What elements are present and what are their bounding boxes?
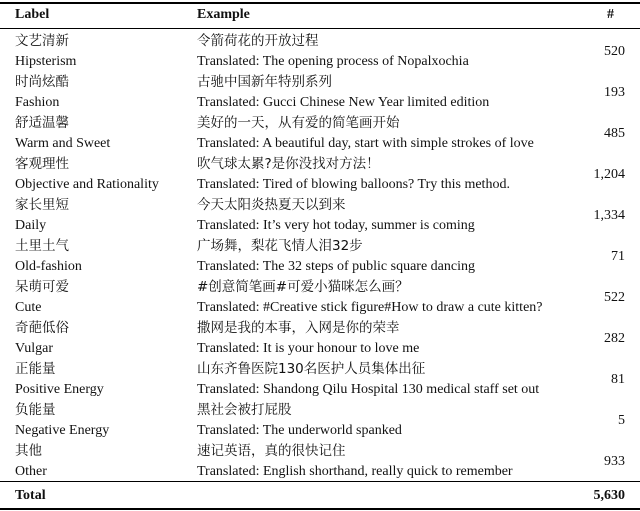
label-english: Fashion [15,94,60,110]
table-row [0,359,640,400]
count-cell: 522 [604,290,625,305]
label-cell [15,31,76,72]
label-cell [15,72,69,113]
label-chinese: 舒适温馨 [15,115,69,131]
table-row [0,400,640,441]
label-cell [15,400,109,441]
example-cell [197,318,419,359]
example-translated: Translated: A beautiful day, start with simple strokes of love [197,135,534,151]
total-label: Total [15,488,46,503]
label-english: Positive Energy [15,381,104,397]
example-translated: Translated: It’s very hot today, summer is coming [197,217,475,233]
count-cell: 81 [611,372,625,387]
label-chinese: 客观理性 [15,156,69,172]
label-chinese: 时尚炫酷 [15,74,69,90]
table-row [0,72,640,113]
label-cell [15,277,69,318]
label-english: Daily [15,217,47,233]
label-cell [15,359,104,400]
example-chinese: 今天太阳炎热夏天以到来 [197,197,346,213]
example-chinese: #创意简笔画#可爱小猫咪怎么画？ [197,279,409,295]
count-cell: 1,334 [593,208,625,223]
example-cell [197,441,513,482]
label-cell [15,154,159,195]
label-english: Vulgar [15,340,54,356]
label-english: Hipsterism [15,53,77,69]
example-chinese: 美好的一天，从有爱的简笔画开始 [197,115,400,131]
table-row [0,441,640,482]
total-row [0,484,640,508]
label-chinese: 文艺清新 [15,33,69,49]
label-cell [15,318,69,359]
example-chinese: 令箭荷花的开放过程 [197,33,319,49]
label-english: Warm and Sweet [15,135,111,151]
example-cell [197,277,543,318]
example-cell [197,359,539,400]
label-cell [15,236,82,277]
example-cell [197,236,475,277]
count-cell: 282 [604,331,625,346]
example-chinese: 吹气球太累?是你没找对方法！ [197,156,380,172]
example-translated: Translated: Gucci Chinese New Year limited edition [197,94,490,110]
total-rule [0,481,640,482]
example-translated: Translated: Shandong Qilu Hospital 130 medical staff set out [197,381,540,397]
count-cell: 1,204 [593,167,625,182]
example-translated: Translated: #Creative stick figure#How to draw a cute kitten? [197,299,543,315]
example-chinese: 速记英语，真的很快记住 [197,443,346,459]
table-row [0,154,640,195]
label-cell [15,195,69,236]
label-chinese: 负能量 [15,402,56,418]
example-chinese: 广场舞，梨花飞情人泪32步 [197,238,363,254]
header-label: Label [15,7,50,22]
label-english: Negative Energy [15,422,110,438]
label-cell [15,113,110,154]
count-cell: 933 [604,454,625,469]
label-chinese: 家长里短 [15,197,69,213]
table-row [0,277,640,318]
example-cell [197,195,475,236]
count-cell: 520 [604,44,625,59]
table-row [0,318,640,359]
label-chinese: 正能量 [15,361,56,377]
label-chinese: 呆萌可爱 [15,279,69,295]
total-value: 5,630 [593,488,625,503]
example-cell [197,113,534,154]
example-chinese: 黑社会被打屁股 [197,402,292,418]
example-translated: Translated: The 32 steps of public square dancing [197,258,476,274]
count-cell: 5 [618,413,625,428]
count-cell: 193 [604,85,625,100]
label-chinese: 土里土气 [15,238,69,254]
header-example: Example [197,7,250,22]
example-cell [197,400,402,441]
table-row [0,195,640,236]
label-english: Other [15,463,47,479]
label-english: Old-fashion [15,258,82,274]
example-chinese: 撒网是我的本事，入网是你的荣幸 [197,320,400,336]
label-chinese: 其他 [15,443,42,459]
bottom-rule [0,508,640,510]
example-translated: Translated: The opening process of Nopalxochia [197,53,469,69]
example-translated: Translated: The underworld spanked [197,422,402,438]
example-cell [197,31,469,72]
label-english: Cute [15,299,42,315]
label-cell [15,441,47,482]
example-cell [197,72,489,113]
table-row [0,31,640,72]
label-chinese: 奇葩低俗 [15,320,69,336]
example-chinese: 山东齐鲁医院130名医护人员集体出征 [197,361,426,377]
header-count: # [607,7,614,22]
table-row [0,236,640,277]
example-chinese: 古驰中国新年特别系列 [197,74,332,90]
example-translated: Translated: Tired of blowing balloons? Try this method. [197,176,510,192]
top-rule [0,2,640,4]
count-cell: 71 [611,249,625,264]
label-english: Objective and Rationality [15,176,159,192]
example-translated: Translated: It is your honour to love me [197,340,420,356]
example-cell [197,154,510,195]
count-cell: 485 [604,126,625,141]
example-translated: Translated: English shorthand, really quick to remember [197,463,513,479]
table-row [0,113,640,154]
header-rule [0,28,640,29]
